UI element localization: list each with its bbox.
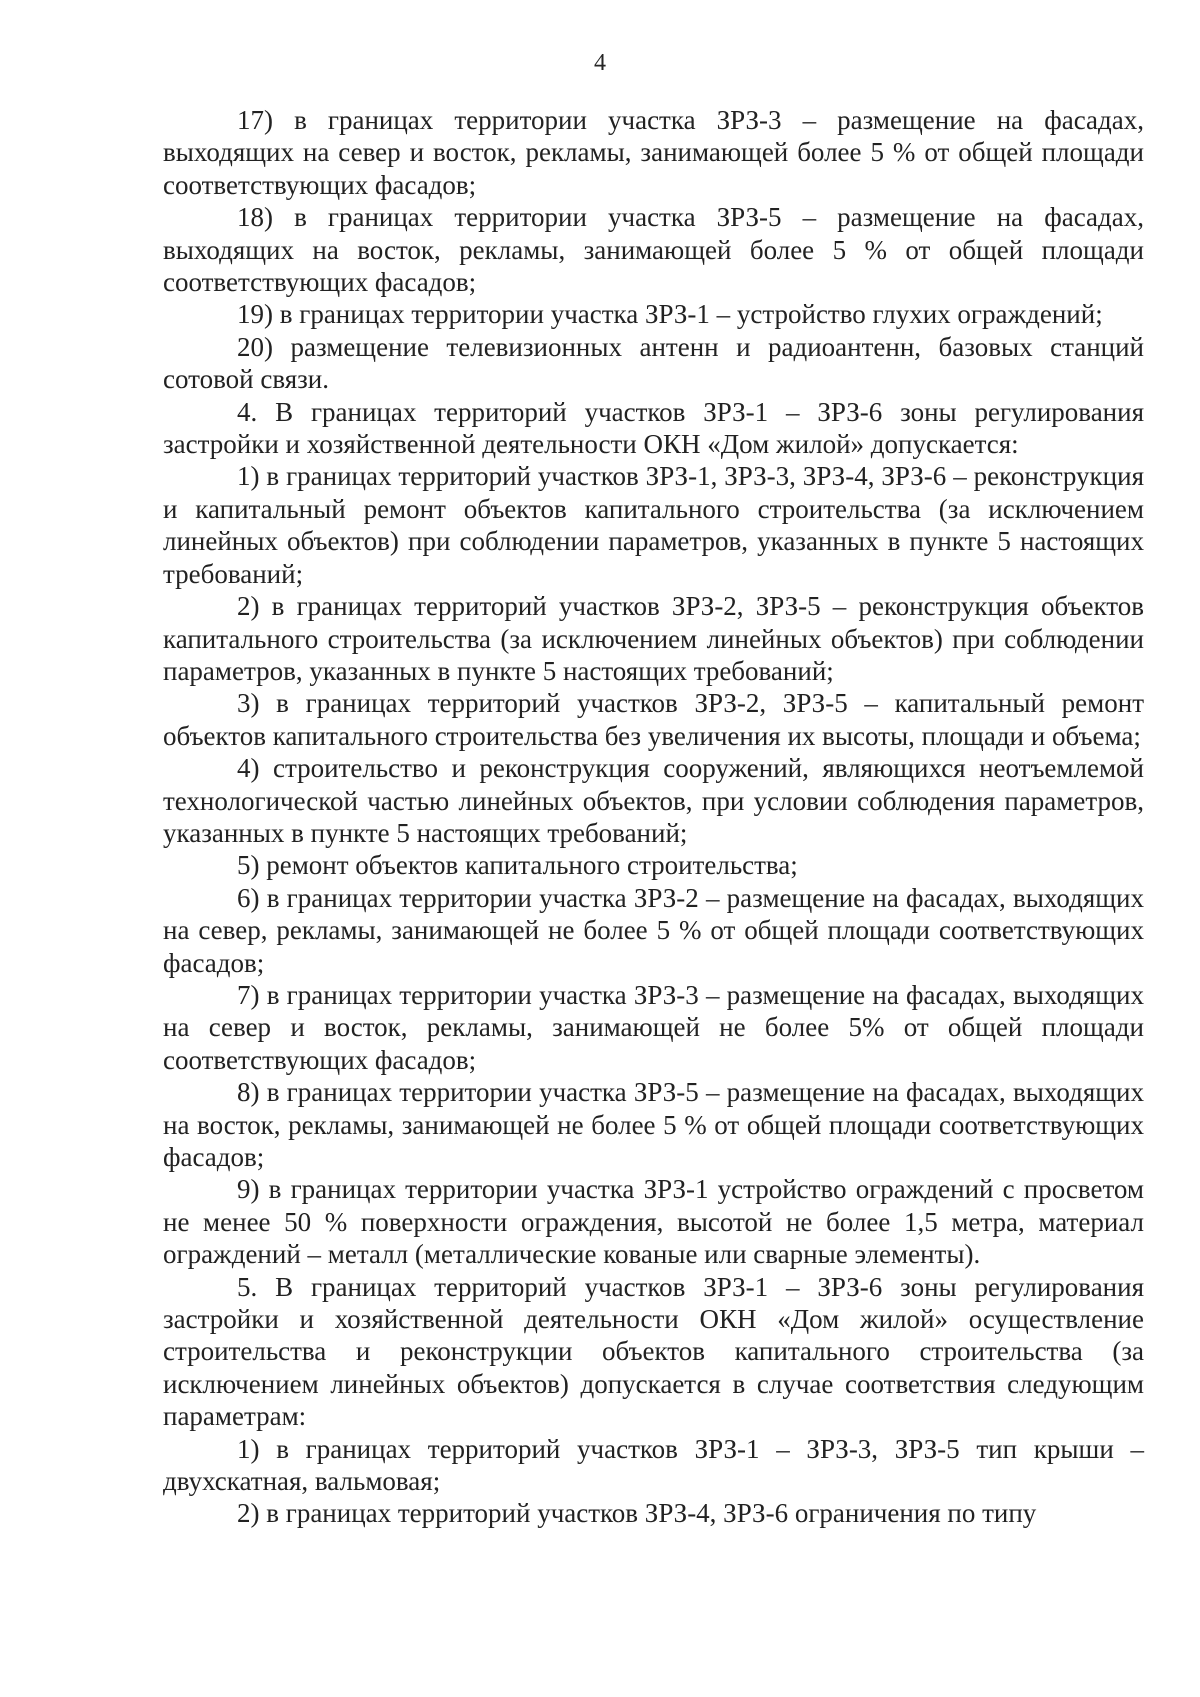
section-4-item-4: 4) строительство и реконструкция сооружений, являющихся неотъемлемой технологической частью линейных объектов, при условии соблюдения параметров, указанных в пункте 5 настоящих требований; bbox=[163, 753, 1144, 848]
section-4-heading: 4. В границах территорий участков ЗРЗ-1 – ЗРЗ-6 зоны регулирования застройки и хозяйственной деятельности ОКН «Дом жилой» допускается: bbox=[163, 396, 1144, 460]
section-4-item-7: 7) в границах территории участка ЗРЗ-3 – размещение на фасадах, выходящих на север и восток, рекламы, занимающей не более 5% от общей площади соответствующих фасадов; bbox=[163, 979, 1144, 1075]
section-4-item-5: 5) ремонт объектов капитального строительства; bbox=[237, 850, 798, 881]
paragraph-item-19: 19) в границах территории участка ЗРЗ-1 – устройство глухих ограждений; bbox=[237, 299, 1103, 330]
section-4-item-2: 2) в границах территорий участков ЗРЗ-2, ЗРЗ-5 – реконструкция объектов капитального строительства (за исключением линейных объектов) при соблюдении параметров, указанных в пункте 5 настоящих требований; bbox=[163, 591, 1144, 686]
paragraph-item-17: 17) в границах территории участка ЗРЗ-3 – размещение на фасадах, выходящих на север и восток, рекламы, занимающей более 5 % от общей площади соответствующих фасадов; bbox=[163, 105, 1144, 200]
paragraph-item-18: 18) в границах территории участка ЗРЗ-5 – размещение на фасадах, выходящих на восток, рекламы, занимающей более 5 % от общей площади соответствующих фасадов; bbox=[163, 202, 1144, 298]
section-5-item-1: 1) в границах территорий участков ЗРЗ-1 – ЗРЗ-3, ЗРЗ-5 тип крыши – двухскатная, вальмовая; bbox=[163, 1433, 1144, 1497]
section-5-item-2: 2) в границах территорий участков ЗРЗ-4, ЗРЗ-6 ограничения по типу bbox=[237, 1498, 1037, 1529]
paragraph-item-20: 20) размещение телевизионных антенн и радиоантенн, базовых станций сотовой связи. bbox=[163, 331, 1144, 395]
section-4-item-3: 3) в границах территорий участков ЗРЗ-2, ЗРЗ-5 – капитальный ремонт объектов капитального строительства без увеличения их высоты, площади и объема; bbox=[163, 688, 1144, 751]
document-body bbox=[163, 104, 1144, 1530]
section-4-item-1: 1) в границах территорий участков ЗРЗ-1, ЗРЗ-3, ЗРЗ-4, ЗРЗ-6 – реконструкция и капитальный ремонт объектов капитального строительства (за исключением линейных объектов) при соблюдении параметров, указанных в пункте 5 настоящих требований; bbox=[163, 461, 1144, 589]
section-5-heading: 5. В границах территорий участков ЗРЗ-1 – ЗРЗ-6 зоны регулирования застройки и хозяйственной деятельности ОКН «Дом жилой» осуществление строительства и реконструкции объектов капитального строительства (за исключением линейных объектов) допускается в случае соответствия следующим параметрам: bbox=[163, 1271, 1144, 1432]
section-4-item-8: 8) в границах территории участка ЗРЗ-5 – размещение на фасадах, выходящих на восток, рекламы, занимающей не более 5 % от общей площади соответствующих фасадов; bbox=[163, 1077, 1144, 1172]
section-4-item-6: 6) в границах территории участка ЗРЗ-2 – размещение на фасадах, выходящих на север, рекламы, занимающей не более 5 % от общей площади соответствующих фасадов; bbox=[163, 882, 1144, 978]
section-4-item-9: 9) в границах территории участка ЗРЗ-1 устройство ограждений с просветом не менее 50 % поверхности ограждения, высотой не более 1,5 метра, материал ограждений – металл (металлические кованые или сварные элементы). bbox=[163, 1174, 1144, 1270]
page-number: 4 bbox=[594, 50, 606, 76]
